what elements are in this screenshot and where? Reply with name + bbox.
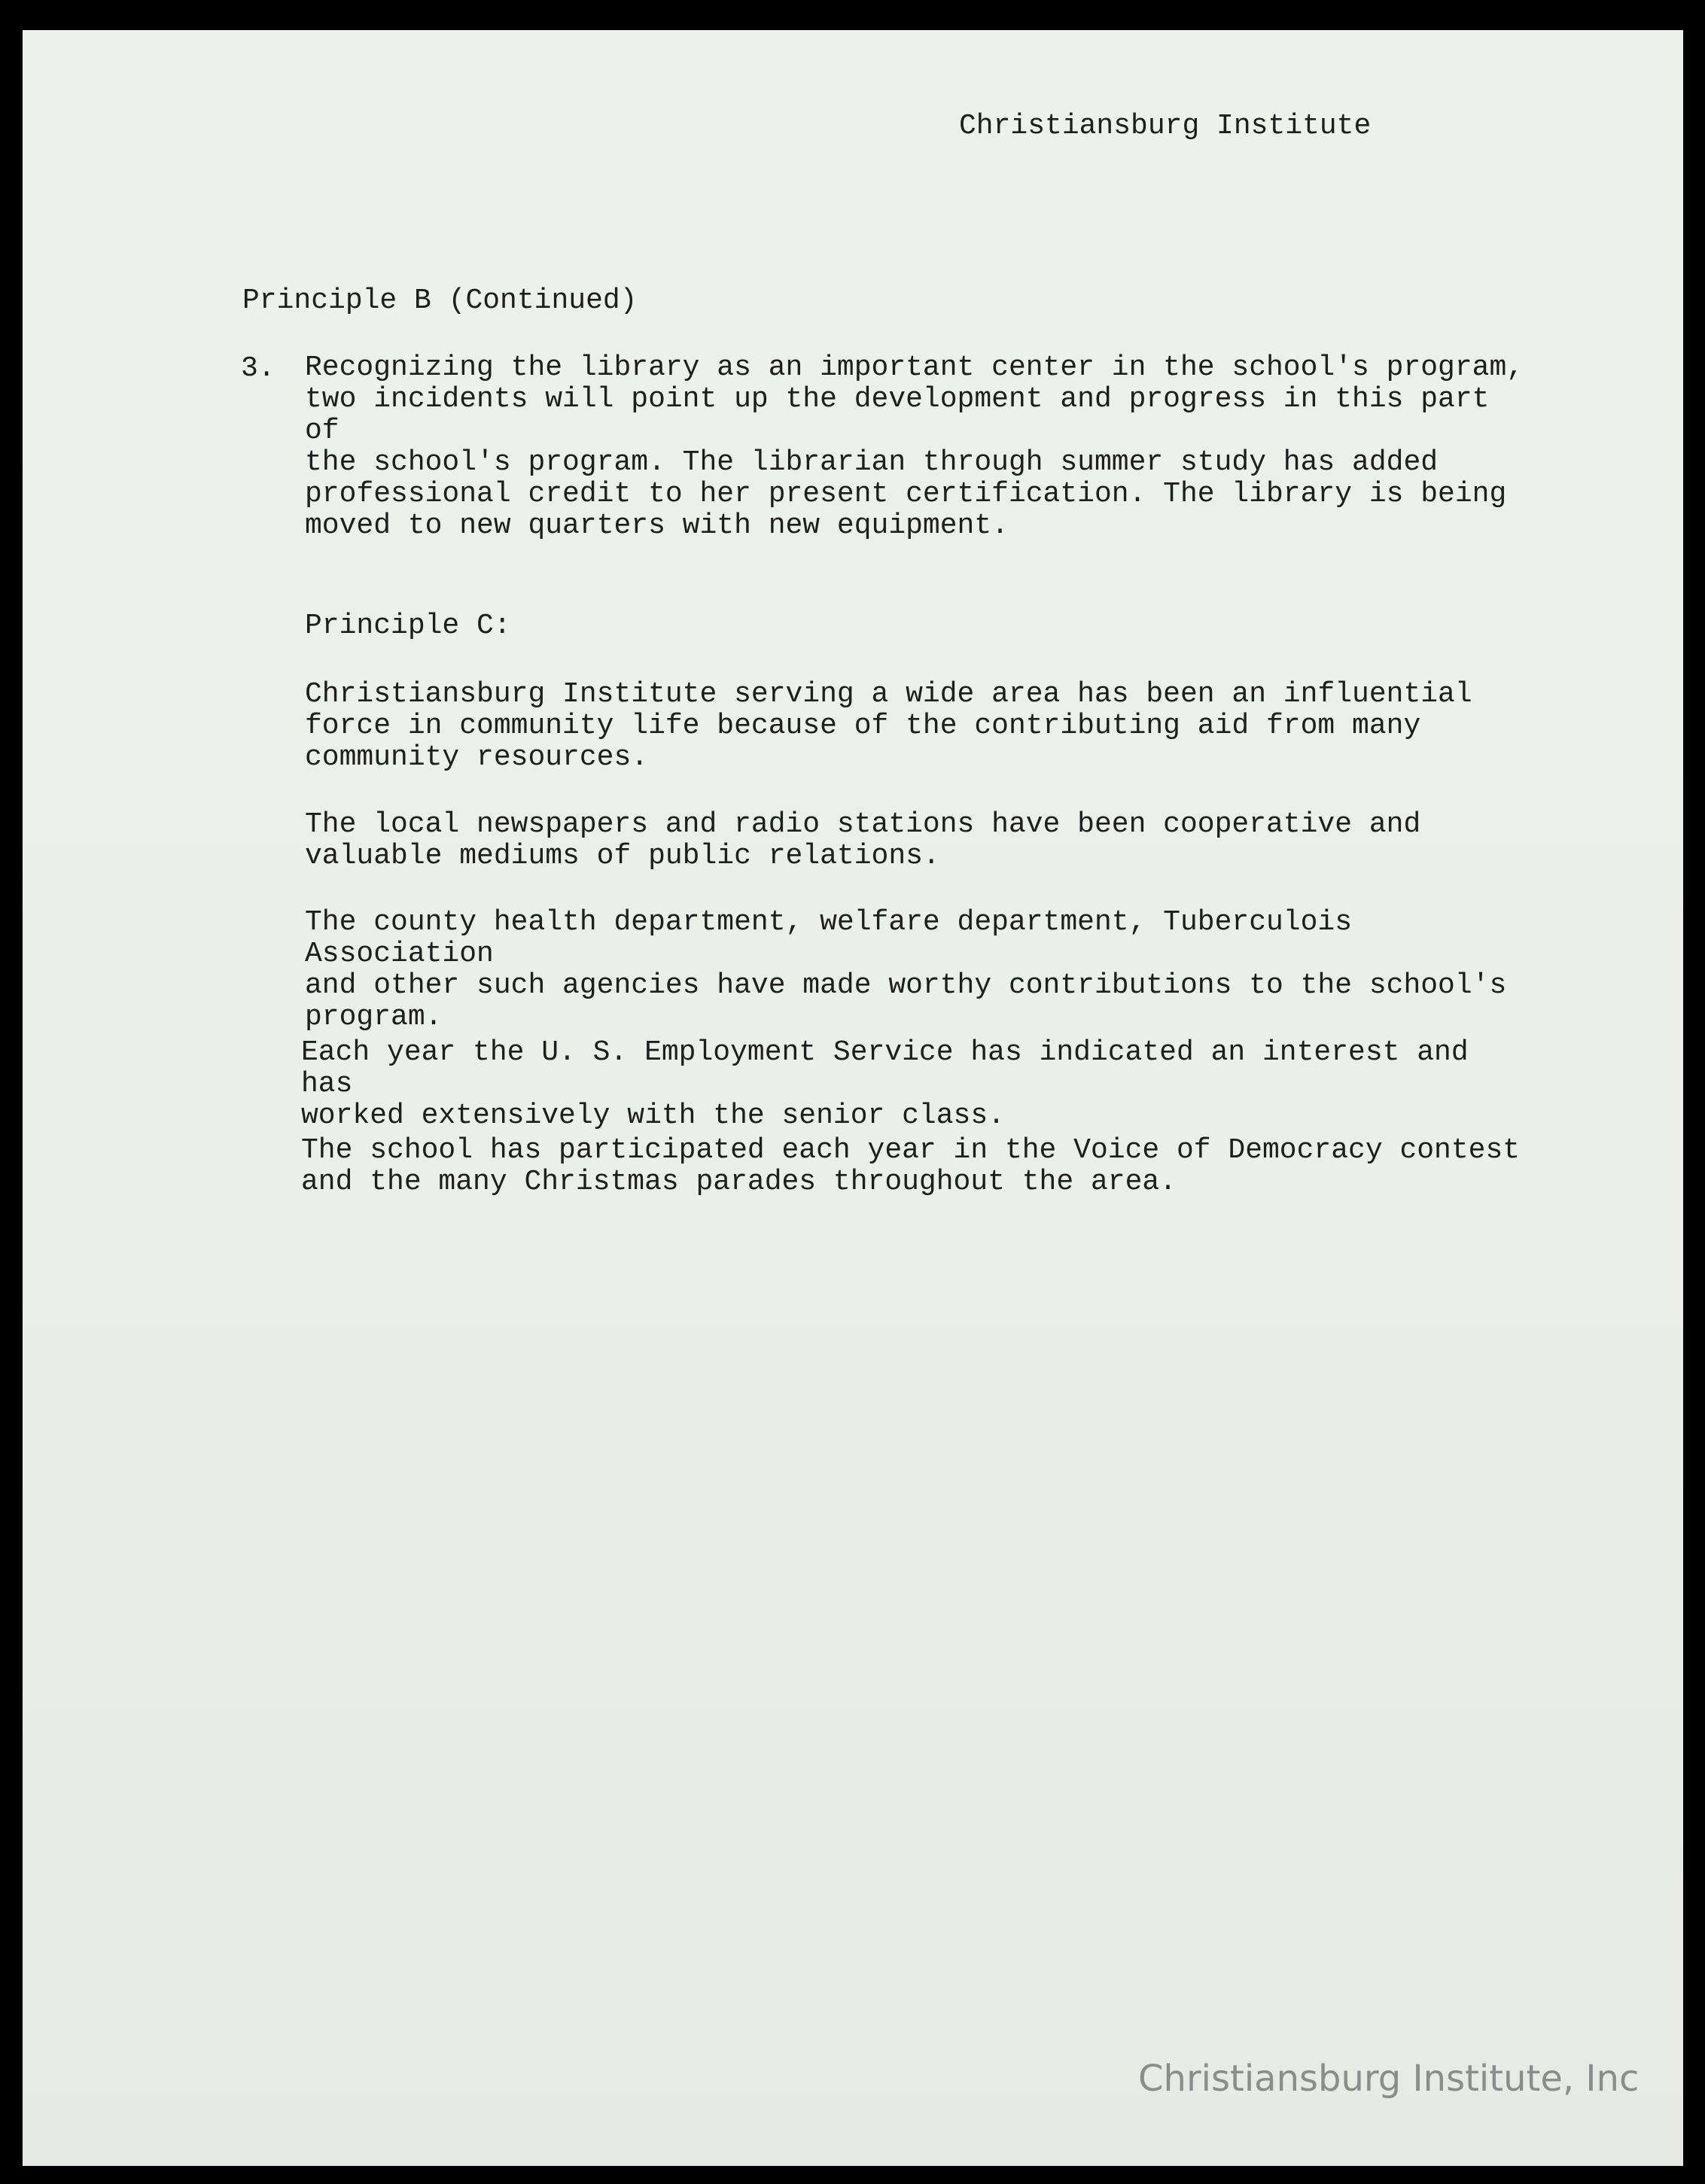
paragraph-voice-of-democracy: The school has participated each year in the Voice of Democracy contest and the many Christmas parades throughout the area.: [301, 1134, 1521, 1198]
paragraph-employment-service: Each year the U. S. Employment Service has indicated an interest and has worked extensively with the senior class.: [301, 1036, 1469, 1132]
principle-b-item-text: Recognizing the library as an important center in the school's program, two incidents will point up the development and progress in this part of the school's program. The librarian through summer study has added professional credit to her present certification. The library is being moved to new quarters with new equipment.: [305, 351, 1524, 542]
principle-c-heading: Principle C:: [305, 610, 511, 642]
paragraph-community-influence: Christiansburg Institute serving a wide area has been an influential force in community life because of the contributing aid from many community resources.: [305, 678, 1472, 774]
page-header: Christiansburg Institute: [959, 110, 1372, 142]
paragraph-newspapers: The local newspapers and radio stations have been cooperative and valuable mediums of public relations.: [305, 808, 1421, 872]
watermark: Christiansburg Institute, Inc: [1138, 2058, 1640, 2100]
item-number: 3.: [241, 352, 276, 385]
principle-b-heading: Principle B (Continued): [242, 284, 638, 317]
paragraph-health-department: The county health department, welfare department, Tuberculois Association and other such agencies have made worthy contributions to the school's program.: [305, 906, 1507, 1033]
